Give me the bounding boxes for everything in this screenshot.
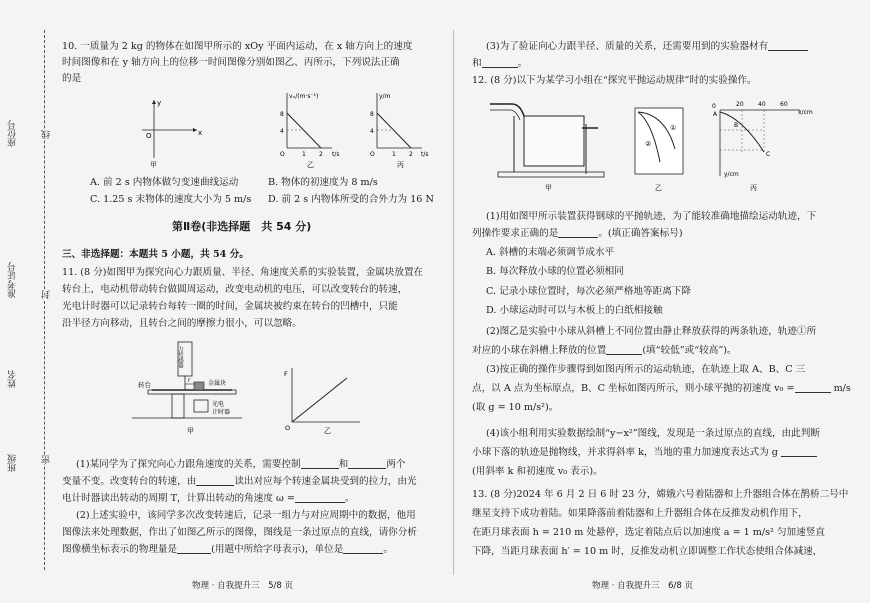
q11-sub2-line2: 图像法来处理数据，作出了如图乙所示的图像，图线是一条过原点的直线，请你分析 bbox=[62, 527, 417, 538]
q12-figures bbox=[480, 94, 840, 196]
q12-sub4-line1: (4)该小组利用实验数据绘制“y−x²”图线，发现是一条过原点的直线，由此判断 bbox=[486, 428, 820, 439]
q11-sub1-line2 bbox=[62, 475, 417, 489]
line-mark: 线 bbox=[42, 130, 52, 139]
bing-8: 8 bbox=[370, 111, 374, 118]
bing-xcm: x/cm bbox=[798, 109, 813, 116]
q12-s2-text-c: (填“较低”或“较高”)。 bbox=[642, 345, 737, 356]
q11-s1-text-e: 读出对应每个转速金属块受到的拉力，由光 bbox=[234, 476, 417, 487]
q13-line1: 13. (8 分)2024 年 6 月 2 日 6 时 23 分，嫦娥六号着陆器和上升器组合体在鹊桥二号中 bbox=[472, 489, 849, 500]
q11-s3-text-b: 和 bbox=[472, 58, 482, 69]
close-mark: 密 bbox=[42, 455, 52, 464]
jia-y: y bbox=[157, 99, 162, 107]
q12-sub1-line2 bbox=[472, 227, 683, 241]
q12-sub3-line2 bbox=[472, 382, 851, 396]
q10-option-b: B. 物体的初速度为 8 m/s bbox=[268, 177, 378, 188]
footer-right: 物理 · 自我提升三 6/8 页 bbox=[592, 581, 693, 591]
q11-sub3-line2 bbox=[472, 57, 527, 71]
q12-s2-text-b: 对应的小球在斜槽上释放的位置 bbox=[472, 345, 607, 356]
fig-jia-axes bbox=[142, 99, 202, 168]
answer-blank[interactable] bbox=[196, 476, 234, 486]
q11-sub2-line3 bbox=[62, 543, 393, 557]
column-divider bbox=[453, 30, 454, 575]
jia-x: x bbox=[198, 129, 203, 137]
curve-2-label: ② bbox=[645, 140, 652, 148]
point-c-label: C bbox=[766, 151, 771, 158]
fig-jia-caption-11: 甲 bbox=[187, 427, 194, 435]
q11-s2-text-e: 。 bbox=[383, 544, 393, 555]
jia-o: O bbox=[146, 132, 152, 140]
q12-sub1-line1: (1)用如图甲所示装置获得钢球的平抛轨迹，为了能较准确地描绘运动轨迹，下 bbox=[486, 211, 817, 222]
answer-blank[interactable] bbox=[795, 383, 831, 393]
q12-s1-text-b: 列操作要求正确的是 bbox=[472, 228, 559, 239]
q12-s4-text-b: 小球下落的轨迹是抛物线，并求得斜率 k，当地的重力加速度表达式为 g bbox=[472, 447, 778, 458]
yi-1: 1 bbox=[302, 151, 306, 158]
seal-mark: 封 bbox=[42, 290, 52, 299]
radius-label: r bbox=[188, 377, 191, 384]
yi-o: O bbox=[280, 151, 285, 158]
bing-4: 4 bbox=[370, 128, 374, 135]
q12-sub4-line3: (用斜率 k 和初速度 v₀ 表示)。 bbox=[472, 466, 603, 477]
answer-blank[interactable] bbox=[606, 345, 642, 355]
q11-s1-text-a: (1)某同学为了探究向心力跟角速度的关系，需要控制 bbox=[76, 459, 301, 470]
class-label: 班级 bbox=[8, 454, 18, 472]
yi-ylabel: vₓ/(m·s⁻¹) bbox=[289, 93, 319, 100]
apparatus-jia bbox=[490, 104, 604, 192]
answer-blank[interactable] bbox=[348, 459, 386, 469]
answer-blank[interactable] bbox=[301, 459, 339, 469]
cut-line bbox=[44, 30, 45, 570]
bing-ylabel: y/m bbox=[379, 93, 391, 100]
answer-blank[interactable] bbox=[781, 447, 817, 457]
bing-x20: 20 bbox=[736, 101, 744, 108]
q11-line1: 11. (8 分)如图甲为探究向心力跟质量、半径、角速度关系的实验装置，金属块放置在 bbox=[62, 267, 424, 278]
q12-sub3-line1: (3)按正确的操作步骤得到如图丙所示的运动轨迹，在轨迹上取 A、B、C 三 bbox=[486, 364, 806, 375]
q10-figures bbox=[132, 88, 432, 168]
q11-s2-text-c: 图像横坐标表示的物理量是 bbox=[62, 544, 178, 555]
bing-o: O bbox=[370, 151, 375, 158]
q11-s1-text-g: 。 bbox=[344, 493, 355, 504]
q11-s1-text-c: 两个 bbox=[386, 459, 406, 470]
footer-left: 物理 · 自我提升三 5/8 页 bbox=[192, 581, 293, 591]
yi-2: 2 bbox=[319, 151, 323, 158]
q11-sub3-line1 bbox=[486, 40, 808, 54]
q11-line4: 沿半径方向移动，且转台之间的摩擦力很小，可以忽略。 bbox=[62, 318, 302, 329]
answer-blank[interactable] bbox=[343, 544, 383, 554]
q10-line1: 10. 一质量为 2 kg 的物体在如图甲所示的 xOy 平面内运动，在 x 轴方向上的速度 bbox=[62, 41, 413, 52]
q12-s3-unit: m/s bbox=[833, 383, 851, 394]
q12-sub2-line1: (2)图乙是实验中小球从斜槽上不同位置由静止释放获得的两条轨迹，轨迹①所 bbox=[486, 326, 817, 337]
grid-bing bbox=[712, 101, 813, 192]
bing-x40: 40 bbox=[758, 101, 766, 108]
part2-title: 第Ⅱ卷(非选择题 共 54 分) bbox=[172, 220, 312, 233]
fig-yi-caption: 乙 bbox=[307, 161, 314, 168]
q11-sub2-line1: (2)上述实验中，该同学多次改变转速后，记录一组力与对应周期中的数据，他用 bbox=[76, 510, 416, 521]
fig-jia-caption: 甲 bbox=[150, 161, 157, 168]
q12-s1-text-c: 。(填正确答案标号) bbox=[598, 228, 683, 239]
q12-sub4-line2 bbox=[472, 446, 817, 460]
q12-option-c: C. 记录小球位置时，每次必须严格地等距离下降 bbox=[486, 286, 691, 297]
bing-x60: 60 bbox=[780, 101, 788, 108]
sensor-label: 力传感器 bbox=[177, 346, 183, 368]
q11-s1-text-b: 和 bbox=[338, 459, 349, 470]
q10-line3: 的是 bbox=[62, 73, 82, 84]
q12-s3-text-b: 点，以 A 点为坐标原点，B、C 坐标如图丙所示，则小球平抛的初速度 v₀ = bbox=[472, 383, 795, 394]
q11-s3-text-c: 。 bbox=[517, 58, 528, 69]
seat-label: 座位号 bbox=[8, 120, 18, 147]
answer-blank[interactable] bbox=[295, 493, 345, 503]
q12-heading: 12. (8 分)以下为某学习小组在“探究平抛运动规律”时的实验操作。 bbox=[472, 75, 757, 86]
answer-blank[interactable] bbox=[768, 41, 808, 51]
fig-yi-caption-11: 乙 bbox=[324, 427, 331, 435]
answer-blank[interactable] bbox=[482, 58, 518, 68]
curve-1-label: ① bbox=[670, 124, 677, 132]
table-label: 转台 bbox=[138, 381, 151, 389]
q11-s1-text-f: 电计时器读出转动的周期 T，计算出转动的角速度 ω = bbox=[62, 493, 295, 504]
q10-line2: 时间图像和在 y 轴方向上的位移一时间图像分别如图乙、丙所示，下列说法正确 bbox=[62, 57, 400, 68]
yi-8: 8 bbox=[280, 111, 284, 118]
q12-option-a: A. 斜槽的末端必须调节成水平 bbox=[486, 247, 615, 258]
q12-option-d: D. 小球运动时可以与木板上的白纸相接触 bbox=[486, 305, 663, 316]
q12-sub3-line3: (取 g = 10 m/s²)。 bbox=[472, 402, 559, 413]
yi-4: 4 bbox=[280, 128, 284, 135]
fig-jia-12: 甲 bbox=[545, 184, 552, 192]
point-a-label: A bbox=[713, 111, 718, 118]
point-b-label: B bbox=[734, 122, 739, 129]
graph-f-label: F bbox=[284, 370, 288, 378]
bing-origin: 0 bbox=[712, 103, 716, 110]
bing-ycm: y/cm bbox=[724, 171, 739, 178]
trajectory-yi bbox=[635, 108, 683, 192]
bing-2: 2 bbox=[409, 151, 413, 158]
binding-margin bbox=[0, 0, 62, 603]
q11-sub1-line1 bbox=[76, 458, 405, 472]
fig-bing-caption: 丙 bbox=[397, 161, 404, 168]
bing-1: 1 bbox=[392, 151, 396, 158]
fig-yi-graph bbox=[280, 93, 340, 168]
q12-option-b: B. 每次释放小球的位置必须相同 bbox=[486, 266, 624, 277]
q11-s3-text-a: (3)为了验证向心力跟半径、质量的关系，还需要用到的实验器材有 bbox=[486, 41, 769, 52]
q11-s1-text-d: 变量不变。改变转台的转速，由 bbox=[62, 476, 197, 487]
timer-label-2: 计时器 bbox=[212, 409, 231, 416]
fig-bing-graph bbox=[370, 93, 429, 168]
q13-line4: 下降，当距月球表面 h′ = 10 m 时，反推发动机立即调整工作状态使组合体减速， bbox=[472, 546, 823, 557]
q10-option-c: C. 1.25 s 末物体的速度大小为 5 m/s bbox=[90, 194, 252, 205]
metal-label: 金属块 bbox=[208, 380, 227, 387]
apparatus-figure bbox=[132, 342, 242, 435]
q11-s2-text-d: (用题中所给字母表示)，单位是 bbox=[211, 544, 344, 555]
yi-t: t/s bbox=[332, 151, 340, 158]
exam-no-label: 准考证号 bbox=[8, 262, 18, 298]
fig-bing-12: 丙 bbox=[750, 184, 757, 192]
timer-label-1: 光电 bbox=[212, 401, 225, 408]
q11-sub1-line3 bbox=[62, 492, 354, 506]
q11-figures bbox=[132, 338, 372, 436]
answer-blank[interactable] bbox=[177, 544, 211, 554]
q10-option-a: A. 前 2 s 内物体做匀变速曲线运动 bbox=[90, 177, 239, 188]
graph-o-label: O bbox=[285, 424, 291, 432]
q10-option-d: D. 前 2 s 内物体所受的合外力为 16 N bbox=[268, 194, 434, 205]
bing-t: t/s bbox=[421, 151, 429, 158]
q11-line3: 光电计时器可以记录转台每转一圈的时间，金属块被约束在转台的凹槽中，只能 bbox=[62, 301, 398, 312]
force-graph bbox=[284, 368, 360, 435]
name-label: 姓名 bbox=[8, 370, 18, 388]
answer-blank[interactable] bbox=[558, 228, 598, 238]
section3-heading: 三、非选择题：本题共 5 小题，共 54 分。 bbox=[62, 249, 249, 260]
fig-yi-12: 乙 bbox=[655, 184, 662, 192]
q13-line2: 继星支持下成功着陆。如果降落前着陆器和上升器组合体在反推发动机作用下， bbox=[472, 508, 808, 519]
q12-sub2-line2 bbox=[472, 344, 737, 358]
q13-line3: 在距月球表面 h = 210 m 处悬停，选定着陆点后以加速度 a = 1 m/s² 匀加速竖直 bbox=[472, 527, 825, 538]
q11-line2: 转台上，电动机带动转台做圆周运动，改变电动机的电压，可以改变转台的转速， bbox=[62, 284, 408, 295]
